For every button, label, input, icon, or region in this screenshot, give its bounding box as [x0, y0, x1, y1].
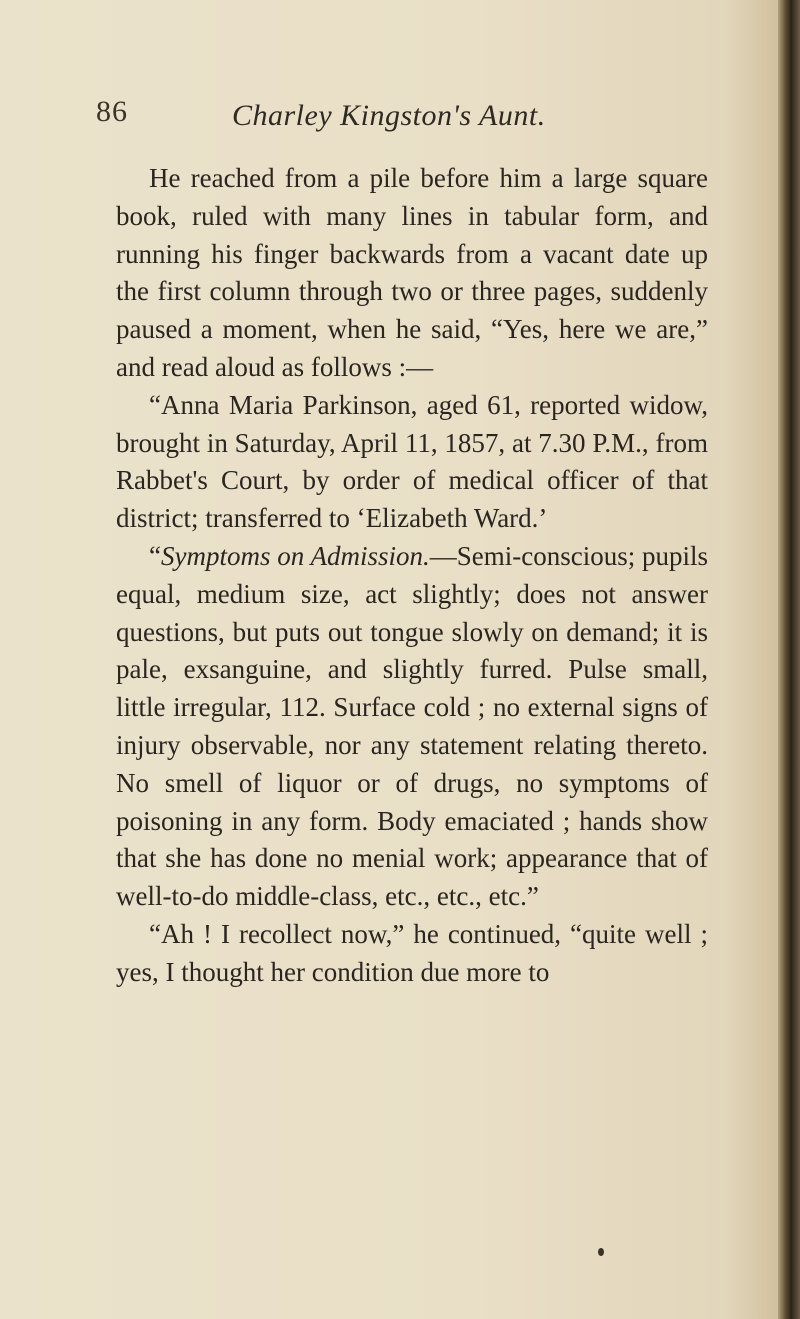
- page-header: [96, 95, 696, 145]
- paragraph-2: “Anna Maria Parkinson, aged 61, reported widow, brought in Saturday, April 11, 1857, at 7.30 P.M., from Rabbet's Court, by order of medical officer of that district; transferred to ‘Elizabeth Ward.’: [116, 389, 708, 534]
- paragraph-3: [116, 538, 708, 916]
- paragraph-3-open-quote: “: [149, 540, 161, 571]
- paragraph-3-text: —Semi-conscious; pupils equal, medium size, act slightly; does not answer questions, but puts out tongue slowly on demand; it is pale, exsanguine, and slightly furred. Pulse small, little irregular, 112. Surface cold ; no external signs of injury observable, nor any statement relating thereto. No smell of liquor or of drugs, no symptoms of poisoning in any form. Body emaciated ; hands show that she has done no menial work; appearance that of well-to-do middle-class, etc., etc., etc.”: [116, 540, 708, 912]
- page-edge-shadow: [778, 0, 800, 1319]
- symptoms-heading: Symptoms on Admission.: [160, 540, 430, 571]
- page-number: 86: [96, 95, 128, 128]
- paragraph-1: He reached from a pile before him a large square book, ruled with many lines in tabular form, and running his finger backwards from a vacant date up the first column through two or three pages, suddenly paused a moment, when he said, “Yes, here we are,” and read aloud as follows :—: [116, 163, 708, 382]
- body-text: [116, 160, 708, 992]
- ink-speck: [598, 1248, 604, 1256]
- running-title: Charley Kingston's Aunt.: [232, 99, 546, 132]
- paragraph-4: “Ah ! I recollect now,” he continued, “quite well ; yes, I thought her condition due more to: [116, 918, 708, 987]
